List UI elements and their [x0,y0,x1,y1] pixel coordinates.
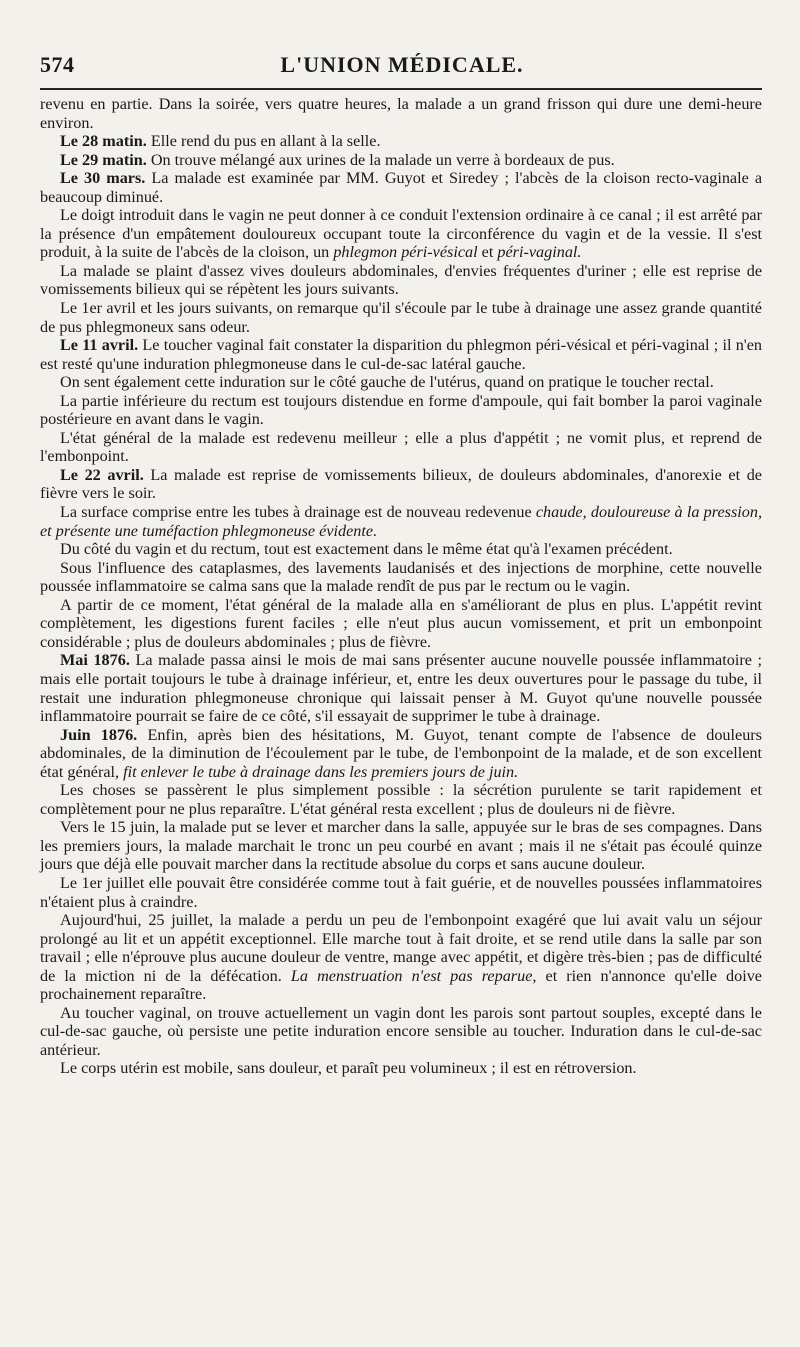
paragraph [40,206,762,262]
paragraph [40,726,762,782]
paragraph-text: A partir de ce moment, l'état général de la malade alla en s'améliorant de plus en plus. L'appétit revint complètement, les digestions furent faciles ; elle n'eut plus aucun vomissement, et prit un embonpoint considérable ; plus de douleurs abdominales ; plus de fièvre. [40,595,762,651]
paragraph [40,559,762,596]
paragraph [40,503,762,540]
paragraph [40,299,762,336]
paragraph-text: et [477,243,498,262]
paragraph-text: On sent également cette induration sur le côté gauche de l'utérus, quand on pratique le toucher rectal. [60,373,714,392]
body-text [40,95,762,1078]
paragraph-text: Sous l'influence des cataplasmes, des lavements laudanisés et des injections de morphine, cette nouvelle poussée inflammatoire se calma sans que la malade rendît de pus par le rectum ou le vagin. [40,558,762,596]
paragraph [40,429,762,466]
paragraph [40,132,762,151]
paragraph-text: Le 1er avril et les jours suivants, on remarque qu'il s'écoule par le tube à drainage une assez grande quantité de pus phlegmoneux sans odeur. [40,299,762,336]
paragraph [40,373,762,392]
paragraph-text: Le toucher vaginal fait constater la disparition du phlegmon péri-vésical et péri-vaginal ; il n'en est resté qu'une induration phlegmoneuse dans le cul-de-sac latéral gauche. [40,336,762,373]
paragraph [40,169,762,206]
paragraph-date: Le 28 matin. [60,132,147,151]
paragraph-date: Juin 1876. [60,725,138,744]
paragraph-text: revenu en partie. Dans la soirée, vers quatre heures, la malade a un grand frisson qui dure une demi-heure environ. [40,95,762,132]
paragraph [40,781,762,818]
paragraph-text: Le 1er juillet elle pouvait être considérée comme tout à fait guérie, et de nouvelles poussées inflammatoires n'étaient plus à craindre. [40,873,762,911]
paragraph-date: Le 22 avril. [60,465,144,484]
page-number: 574 [40,52,75,77]
paragraph-date: Le 11 avril. [60,336,139,355]
paragraph [40,540,762,559]
paragraph-date: Le 29 matin. [60,150,147,169]
paragraph-text: Aujourd'hui, 25 juillet, la malade a perdu un peu de l'embonpoint exagéré que lui avait valu un séjour prolongé au lit et un appétit exceptionnel. Elle marche tout à fait droite, et se rend utile dans la salle par son travail ; elle n'éprouve plus aucune douleur de ventre, mange avec appétit, et digère très-bien ; pas de difficulté de la miction ni de la défécation. [40,911,762,985]
paragraph-italic: péri-vaginal. [497,243,582,262]
paragraph-text: Elle rend du pus en allant à la selle. [146,132,381,151]
paragraph [40,651,762,725]
paragraph-date: Le 30 mars. [60,169,146,188]
paragraph [40,596,762,652]
paragraph [40,392,762,429]
paragraph-text: La malade se plaint d'assez vives douleurs abdominales, d'envies fréquentes d'uriner ; elle est reprise de vomissements bilieux qui se répètent les jours suivants. [40,261,762,299]
paragraph [40,1004,762,1060]
paragraph-italic: fit enlever le tube à drainage dans les premiers jours de juin. [123,762,519,781]
paragraph [40,911,762,1004]
paragraph [40,466,762,503]
paragraph-text: Au toucher vaginal, on trouve actuellement un vagin dont les parois sont partout souples, excepté dans le cul-de-sac gauche, où persiste une petite induration encore sensible au toucher. Induration dans le cul-de-sac antérieur. [40,1003,762,1059]
paragraph-text: Le doigt introduit dans le vagin ne peut donner à ce conduit l'extension ordinaire à ce canal ; il est arrêté par la présence d'un empâtement douloureux occupant toute la circonférence du vagin et de la vessie. Il s'est produit, à la suite de l'abcès de la cloison, un [40,206,762,262]
paragraph-text: et rien n'annonce qu'elle doive prochainement reparaître. [40,966,762,1004]
paragraph [40,95,762,132]
paragraph [40,262,762,299]
page-header [40,52,764,82]
paragraph [40,151,762,170]
paragraph-text: Le corps utérin est mobile, sans douleur, et paraît peu volumineux ; il est en rétroversion. [60,1059,637,1078]
paragraph-text: La malade passa ainsi le mois de mai sans présenter aucune nouvelle poussée inflammatoire ; mais elle portait toujours le tube à drainage inférieur, et, entre les deux ouvertures pour le passage du tube, il restait une induration phlegmoneuse chronique qui laissait penser à M. Guyot qu'une nouvelle poussée inflammatoire pourrait se faire de ce côté, s'il essayait de supprimer le tube à drainage. [40,651,762,726]
paragraph-italic: chaude, douloureuse à la pression, et présente une tuméfaction phlegmoneuse évidente. [40,503,762,540]
paragraph [40,874,762,911]
paragraph-text: Les choses se passèrent le plus simplement possible : la sécrétion purulente se tarit rapidement et complètement pour ne plus reparaître. L'état général resta excellent ; plus de douleurs ni de fièvre. [40,781,762,818]
paragraph-text: L'état général de la malade est redevenu meilleur ; elle a plus d'appétit ; ne vomit plus, et reprend de l'embonpoint. [40,428,762,466]
paragraph-text: La surface comprise entre les tubes à drainage est de nouveau redevenue [60,503,536,522]
paragraph-italic: phlegmon péri-vésical [333,243,478,262]
paragraph-text: On trouve mélangé aux urines de la malade un verre à bordeaux de pus. [146,150,615,169]
paragraph [40,1059,762,1078]
running-title: L'UNION MÉDICALE. [280,52,524,77]
paragraph-italic: La menstruation n'est pas reparue, [290,966,537,985]
paragraph-text: Du côté du vagin et du rectum, tout est exactement dans le même état qu'à l'examen précédent. [60,540,673,559]
paragraph-text: La malade est examinée par MM. Guyot et Siredey ; l'abcès de la cloison recto-vaginale a beaucoup diminué. [40,169,763,206]
paragraph [40,336,762,373]
paragraph-text: Enfin, après bien des hésitations, M. Guyot, tenant compte de l'absence de douleurs abdominales, de la diminution de l'écoulement par le tube, de l'embonpoint de la malade, et de son excellent état général, [40,725,762,781]
paragraph-text: La malade est reprise de vomissements bilieux, de douleurs abdominales, d'anorexie et de fièvre vers le soir. [40,465,762,503]
paragraph-date: Mai 1876. [60,651,130,670]
paragraph-text: Vers le 15 juin, la malade put se lever et marcher dans la salle, appuyée sur le bras de ses compagnes. Dans les premiers jours, la malade marchait le tronc un peu courbé en avant ; mais il ne s'était pas écoulé quinze jours que déjà elle pouvait marcher dans la rectitude absolue du corps et sans aucune douleur. [40,818,762,874]
paragraph [40,818,762,874]
header-rule [40,88,762,90]
paragraph-text: La partie inférieure du rectum est toujours distendue en forme d'ampoule, qui fait bomber la paroi vaginale postérieure en avant dans le vagin. [40,391,762,429]
